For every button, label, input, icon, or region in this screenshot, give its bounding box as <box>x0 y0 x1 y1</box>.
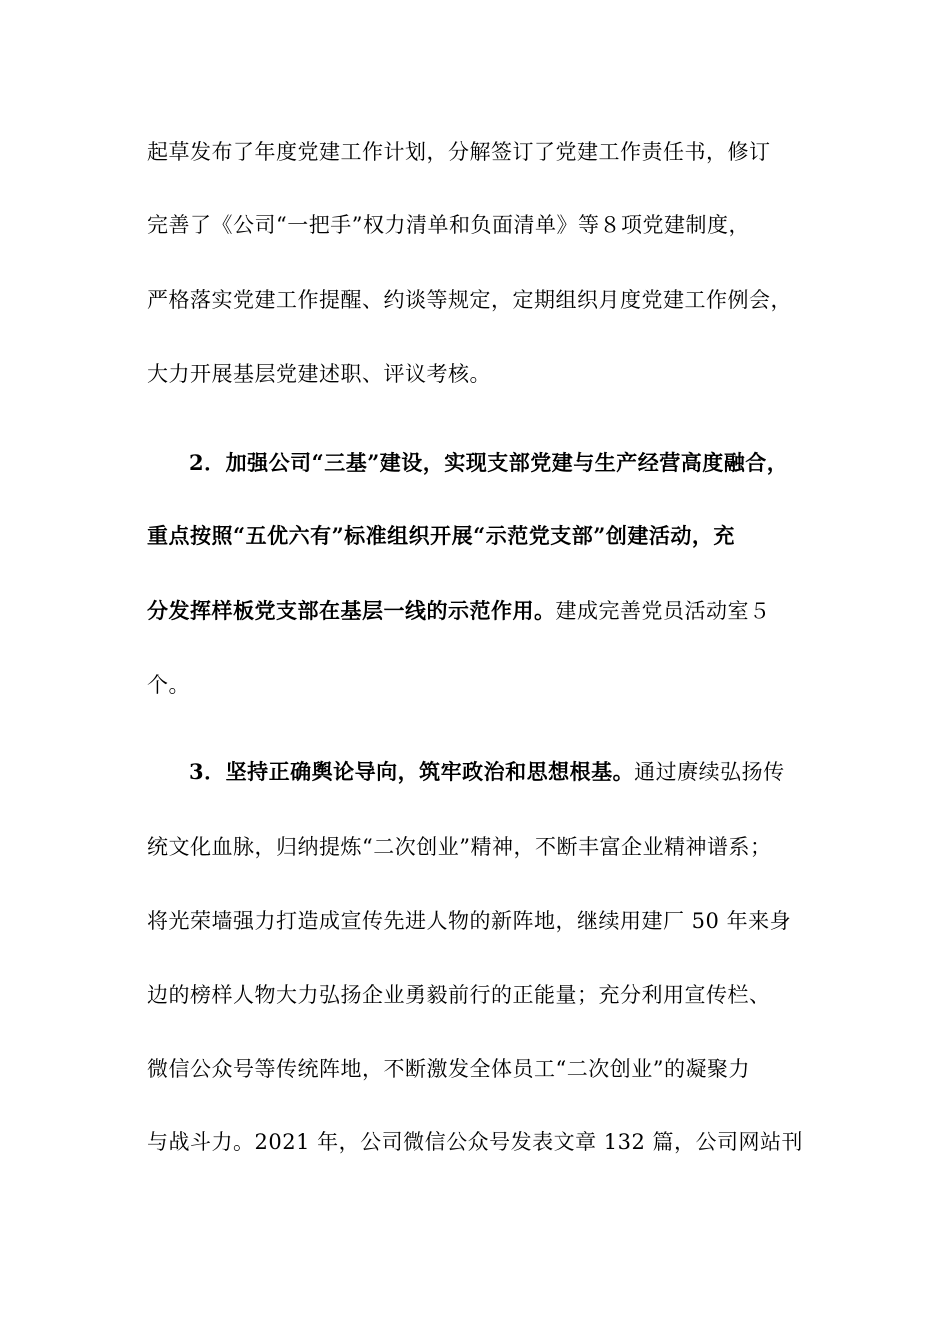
text-segment: 严格落实党建工作提醒、约谈等规定，定期组织月度党建工作例会， <box>147 288 792 312</box>
text-line-13 <box>147 1054 827 1084</box>
bold-heading-segment: 3．坚持正确舆论导向，筑牢政治和思想根基。 <box>189 759 635 784</box>
text-line-3 <box>147 285 827 315</box>
text-line-2 <box>147 210 827 240</box>
heading-line-item-3 <box>189 757 829 787</box>
text-segment: 建成完善党员活动室５ <box>555 599 771 623</box>
text-line-11 <box>147 906 827 936</box>
text-line-12 <box>147 980 827 1010</box>
text-segment: 通过赓续弘扬传 <box>634 760 785 784</box>
text-segment: 个。 <box>147 673 190 697</box>
text-line-14 <box>147 1127 827 1157</box>
text-line-10 <box>147 832 827 862</box>
text-segment: 完善了《公司“一把手”权力清单和负面清单》等８项党建制度， <box>147 213 750 237</box>
bold-heading-segment: 分发挥样板党支部在基层一线的示范作用。 <box>147 598 556 623</box>
bold-heading-segment: 重点按照“五优六有”标准组织开展“示范党支部”创建活动，充 <box>147 523 735 548</box>
text-line-7 <box>147 596 827 626</box>
text-line-6 <box>147 521 827 551</box>
text-segment: 统文化血脉，归纳提炼“二次创业”精神，不断丰富企业精神谱系； <box>147 835 772 859</box>
text-segment: 起草发布了年度党建工作计划，分解签订了党建工作责任书，修订 <box>147 140 771 164</box>
text-line-8 <box>147 670 827 700</box>
text-line-4 <box>147 359 827 389</box>
bold-heading-segment: 2．加强公司“三基”建设，实现支部党建与生产经营高度融合， <box>189 450 789 475</box>
text-segment: 大力开展基层党建述职、评议考核。 <box>147 362 491 386</box>
text-segment: 与战斗力。2021 年，公司微信公众号发表文章 132 篇，公司网站刊 <box>147 1130 804 1154</box>
text-line-1 <box>147 137 827 167</box>
text-segment: 将光荣墙强力打造成宣传先进人物的新阵地，继续用建厂 50 年来身 <box>147 909 792 933</box>
text-segment: 边的榜样人物大力弘扬企业勇毅前行的正能量；充分利用宣传栏、 <box>147 983 771 1007</box>
text-segment: 微信公众号等传统阵地，不断激发全体员工“二次创业”的凝聚力 <box>147 1057 750 1081</box>
heading-line-item-2 <box>189 448 829 478</box>
